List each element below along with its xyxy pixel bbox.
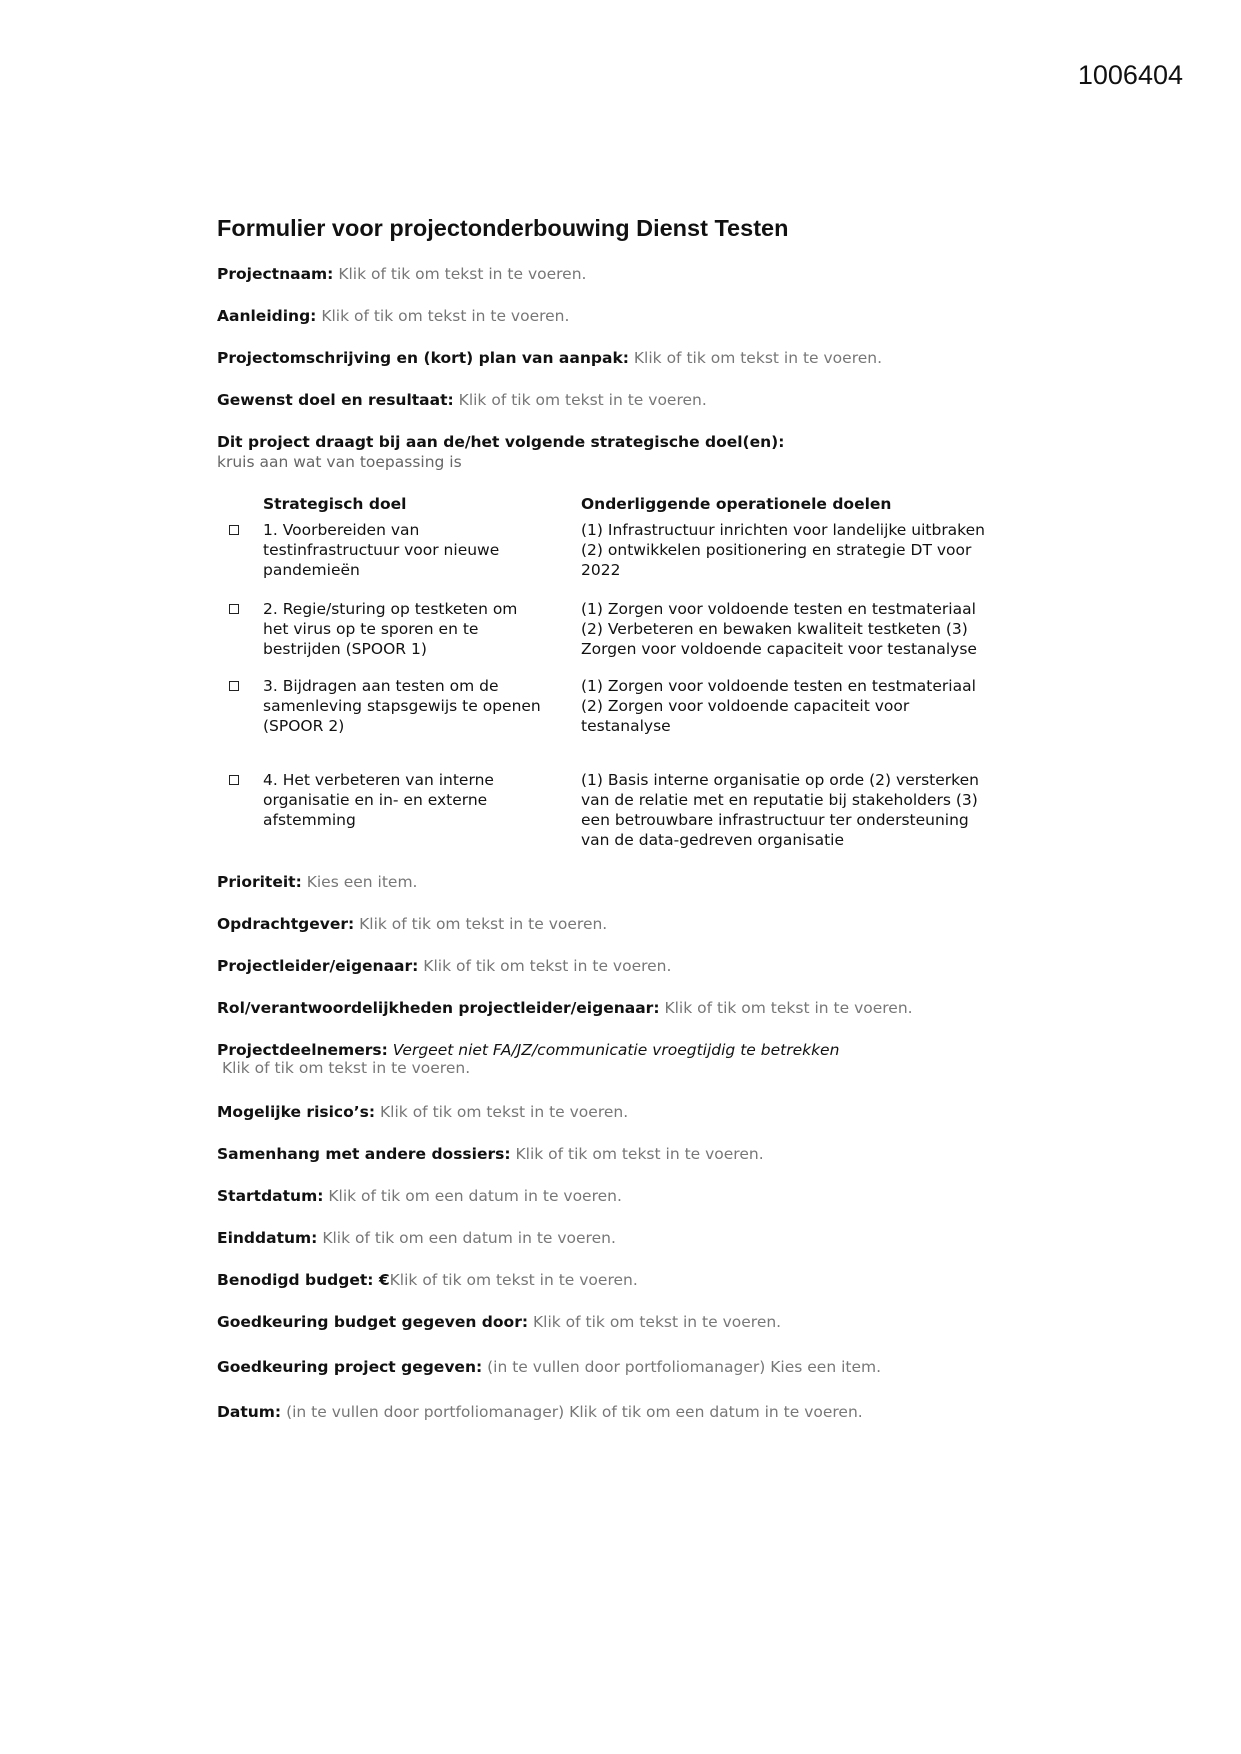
- field-projectdeelnemers[interactable]: [217, 1041, 839, 1077]
- field-label: Startdatum:: [217, 1187, 324, 1205]
- goal-4-checkbox[interactable]: [229, 775, 239, 785]
- ops-text: (1) Zorgen voor voldoende testen en testmateriaal (2) Verbeteren en bewaken kwaliteit testketen (3) Zorgen voor voldoende capaciteit voor testanalyse: [581, 600, 977, 658]
- field-label: Samenhang met andere dossiers:: [217, 1145, 511, 1163]
- field-startdatum[interactable]: [217, 1187, 622, 1205]
- aanleiding-input[interactable]: Klik of tik om tekst in te voeren.: [321, 307, 570, 325]
- field-label: Gewenst doel en resultaat:: [217, 391, 454, 409]
- opdrachtgever-input[interactable]: Klik of tik om tekst in te voeren.: [359, 915, 608, 933]
- projectomschrijving-input[interactable]: Klik of tik om tekst in te voeren.: [633, 349, 883, 367]
- field-risicos[interactable]: [217, 1103, 628, 1121]
- field-label: Mogelijke risico’s:: [217, 1103, 376, 1121]
- field-label: Rol/verantwoordelijkheden projectleider/eigenaar:: [217, 999, 660, 1017]
- goal-2-checkbox[interactable]: [229, 604, 239, 614]
- field-label: Projectnaam:: [217, 265, 334, 283]
- field-opdrachtgever[interactable]: [217, 915, 607, 933]
- datum-note: (in te vullen door portfoliomanager): [286, 1403, 565, 1421]
- gewenst-doel-input[interactable]: Klik of tik om tekst in te voeren.: [458, 391, 707, 409]
- field-label: Goedkeuring project gegeven:: [217, 1358, 483, 1376]
- projectleider-input[interactable]: Klik of tik om tekst in te voeren.: [423, 957, 672, 975]
- field-label: Projectleider/eigenaar:: [217, 957, 419, 975]
- prioriteit-dropdown[interactable]: Kies een item.: [306, 873, 418, 891]
- field-projectleider[interactable]: [217, 957, 671, 975]
- field-label: Goedkeuring budget gegeven door:: [217, 1313, 529, 1331]
- table-row: [217, 770, 1017, 854]
- ops-text: (1) Zorgen voor voldoende testen en testmateriaal (2) Zorgen voor voldoende capaciteit voor testanalyse: [581, 677, 976, 735]
- field-rol[interactable]: [217, 999, 913, 1017]
- field-label: Aanleiding:: [217, 307, 317, 325]
- goal-text: 4. Het verbeteren van interne organisatie en in- en externe afstemming: [263, 771, 494, 829]
- table-row: [217, 676, 1017, 770]
- goedkeuring-project-dropdown[interactable]: Kies een item.: [770, 1358, 882, 1376]
- einddatum-picker[interactable]: Klik of tik om een datum in te voeren.: [322, 1229, 616, 1247]
- field-projectomschrijving[interactable]: [217, 349, 882, 367]
- field-datum[interactable]: [217, 1403, 863, 1421]
- goal-1-checkbox[interactable]: [229, 525, 239, 535]
- document-id: 1006404: [1077, 60, 1183, 90]
- field-samenhang[interactable]: [217, 1145, 764, 1163]
- startdatum-picker[interactable]: Klik of tik om een datum in te voeren.: [328, 1187, 622, 1205]
- rol-input[interactable]: Klik of tik om tekst in te voeren.: [664, 999, 913, 1017]
- goal-text: 3. Bijdragen aan testen om de samenleving stapsgewijs te openen (SPOOR 2): [263, 677, 541, 735]
- strategic-heading: Dit project draagt bij aan de/het volgende strategische doel(en):: [217, 433, 785, 451]
- strategic-subheading: kruis aan wat van toepassing is: [217, 453, 462, 471]
- ops-text: (1) Infrastructuur inrichten voor landelijke uitbraken (2) ontwikkelen positionering en strategie DT voor 2022: [581, 521, 985, 579]
- page-title: Formulier voor projectonderbouwing Dienst Testen: [217, 215, 789, 241]
- field-label: Datum:: [217, 1403, 282, 1421]
- risicos-input[interactable]: Klik of tik om tekst in te voeren.: [380, 1103, 629, 1121]
- field-goedkeuring-project[interactable]: [217, 1358, 881, 1376]
- deelnemers-input[interactable]: Klik of tik om tekst in te voeren.: [222, 1059, 471, 1077]
- field-prioriteit[interactable]: [217, 873, 417, 891]
- field-label: Projectomschrijving en (kort) plan van aanpak:: [217, 349, 629, 367]
- field-aanleiding[interactable]: [217, 307, 569, 325]
- strategic-heading-block: [217, 433, 784, 471]
- goedkeuring-budget-input[interactable]: Klik of tik om tekst in te voeren.: [532, 1313, 782, 1331]
- deelnemers-note: Vergeet niet FA/JZ/communicatie vroegtijdig te betrekken: [392, 1041, 840, 1059]
- field-label: Projectdeelnemers:: [217, 1041, 388, 1059]
- goal-3-checkbox[interactable]: [229, 681, 239, 691]
- field-budget[interactable]: [217, 1271, 638, 1289]
- field-projectnaam[interactable]: [217, 265, 586, 283]
- field-gewenst-doel[interactable]: [217, 391, 707, 409]
- goal-text: 2. Regie/sturing op testketen om het virus op te sporen en te bestrijden (SPOOR 1): [263, 600, 518, 658]
- col-strategisch-doel: Strategisch doel: [263, 495, 407, 513]
- field-label: Einddatum:: [217, 1229, 318, 1247]
- strategic-goals-table: [217, 494, 1017, 854]
- field-label: Benodigd budget: €: [217, 1271, 390, 1289]
- goal-text: 1. Voorbereiden van testinfrastructuur voor nieuwe pandemieën: [263, 521, 500, 579]
- table-row: [217, 520, 1017, 599]
- field-label: Opdrachtgever:: [217, 915, 355, 933]
- field-label: Prioriteit:: [217, 873, 302, 891]
- projectnaam-input[interactable]: Klik of tik om tekst in te voeren.: [338, 265, 587, 283]
- samenhang-input[interactable]: Klik of tik om tekst in te voeren.: [515, 1145, 764, 1163]
- datum-picker[interactable]: Klik of tik om een datum in te voeren.: [569, 1403, 863, 1421]
- budget-input[interactable]: Klik of tik om tekst in te voeren.: [389, 1271, 638, 1289]
- ops-text: (1) Basis interne organisatie op orde (2) versterken van de relatie met en reputatie bij stakeholders (3) een betrouwbare infrastructuur ter ondersteuning van de data-gedreven organisatie: [581, 771, 979, 849]
- col-operationele-doelen: Onderliggende operationele doelen: [581, 495, 892, 513]
- table-header: [217, 494, 1017, 514]
- field-goedkeuring-budget[interactable]: [217, 1313, 781, 1331]
- field-einddatum[interactable]: [217, 1229, 616, 1247]
- goedkeuring-project-note: (in te vullen door portfoliomanager): [487, 1358, 766, 1376]
- table-row: [217, 599, 1017, 676]
